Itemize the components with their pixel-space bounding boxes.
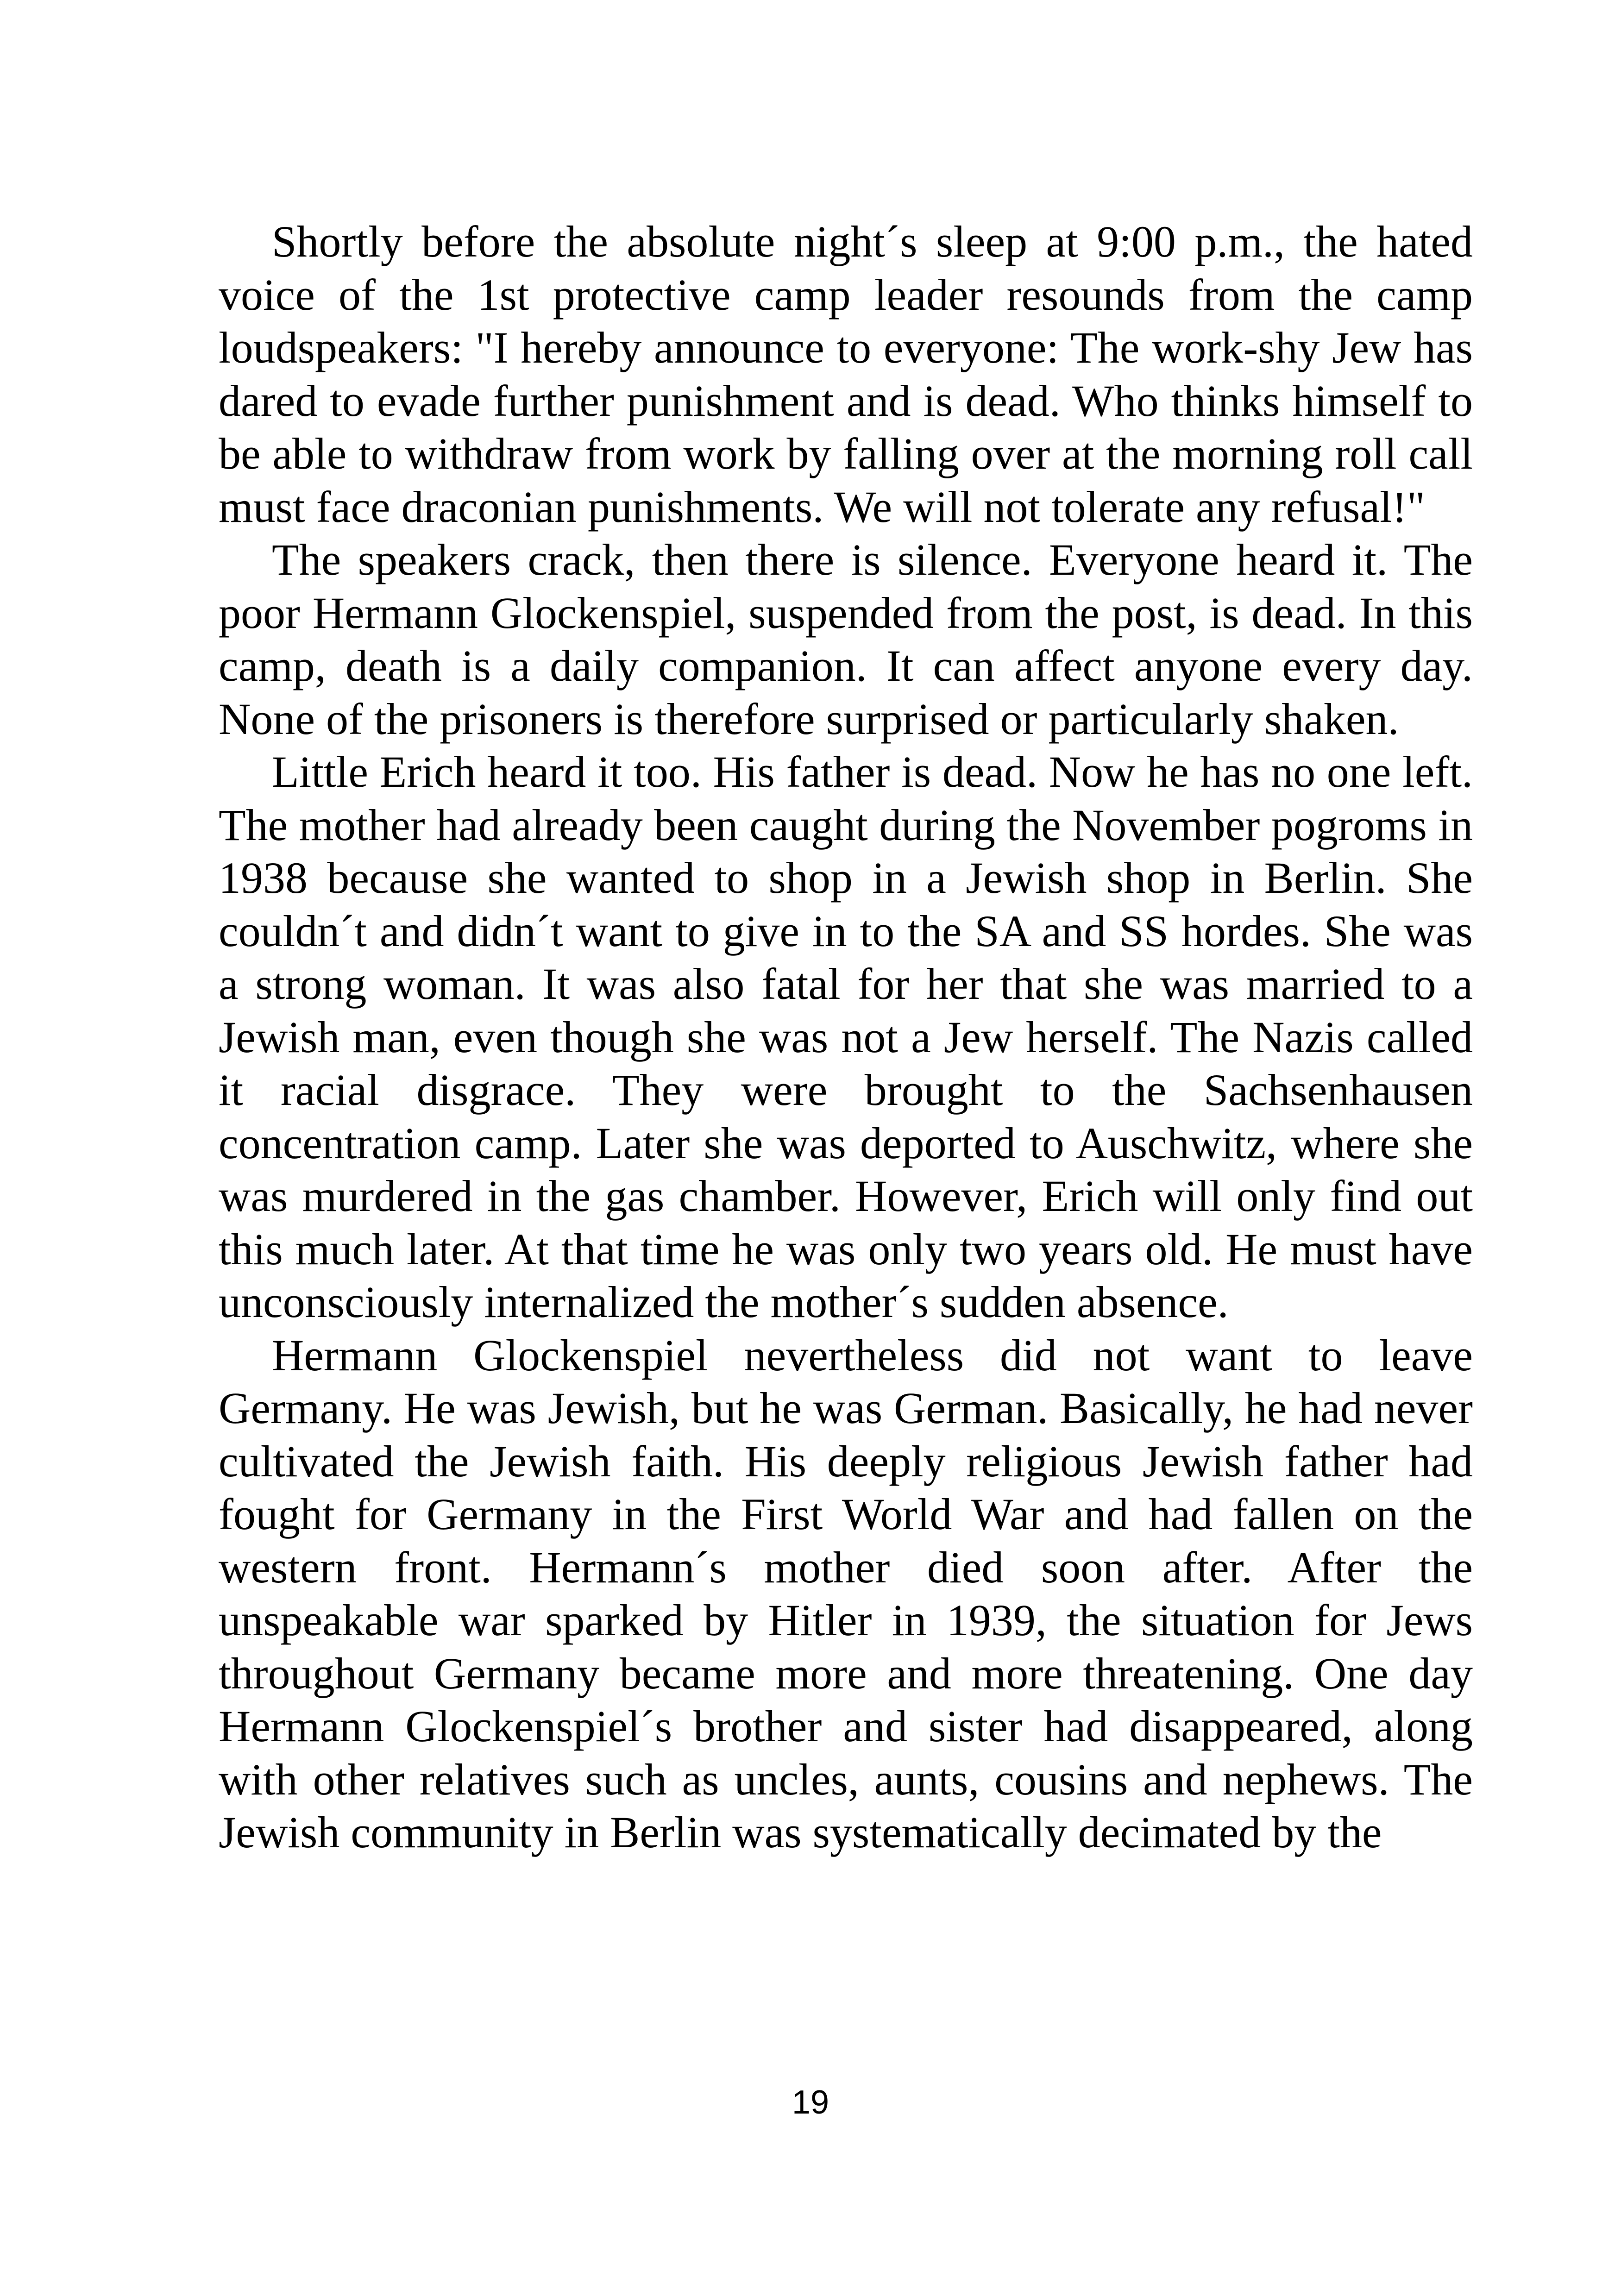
paragraph: Shortly before the absolute night´s sleep at 9:00 p.m., the hated voice of the 1st protective camp leader resounds from the camp loudspeakers: "I hereby announce to everyone: The work-shy Jew has dared to evade further punishment and is dead. Who thinks himself to be able to withdraw from work by falling over at the morning roll call must face draconian punishments. We will not tolerate any refusal!" — [219, 217, 1473, 532]
paragraph: Little Erich heard it too. His father is dead. Now he has no one left. The mother had already been caught during the November pogroms in 1938 because she wanted to shop in a Jewish shop in Berlin. She couldn´t and didn´t want to give in to the SA and SS hordes. She was a strong woman. It was also fatal for her that she was married to a Jewish man, even though she was not a Jew herself. The Nazis called it racial disgrace. They were brought to the Sachsenhausen concentration camp. Later she was deported to Auschwitz, where she was murdered in the gas chamber. However, Erich will only find out this much later. At that time he was only two years old. He must have unconsciously internalized the mother´s sudden absence. — [219, 747, 1473, 1327]
body-text — [219, 215, 1473, 1859]
paragraph: Hermann Glockenspiel nevertheless did not want to leave Germany. He was Jewish, but he was German. Basically, he had never cultivated the Jewish faith. His deeply religious Jewish father had fought for Germany in the First World War and had fallen on the western front. Hermann´s mother died soon after. After the unspeakable war sparked by Hitler in 1939, the situation for Jews throughout Germany became more and more threatening. One day Hermann Glockenspiel´s brother and sister had disappeared, along with other relatives such as uncles, aunts, cousins and nephews. The Jewish community in Berlin was systematically decimated by the — [219, 1330, 1473, 1857]
page-number: 19 — [792, 2084, 829, 2121]
paragraph: The speakers crack, then there is silence. Everyone heard it. The poor Hermann Glockenspiel, suspended from the post, is dead. In this camp, death is a daily companion. It can affect anyone every day. None of the prisoners is therefore surprised or particularly shaken. — [219, 535, 1473, 744]
